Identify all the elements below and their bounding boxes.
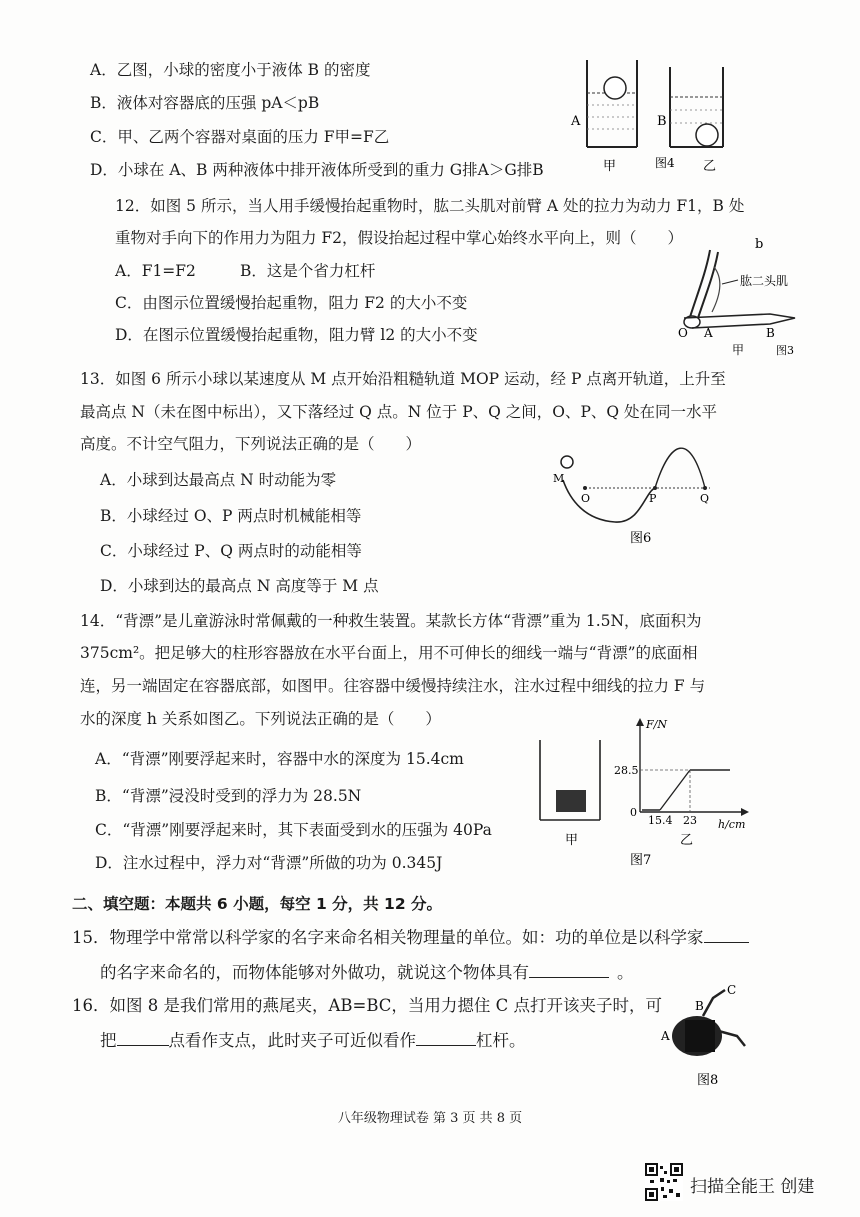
fig6-o: O xyxy=(581,492,591,505)
q15-line2 xyxy=(100,962,634,983)
fig7-y-tick: 28.5 xyxy=(614,764,639,777)
q16-blank-1[interactable] xyxy=(117,1030,169,1046)
figure-6-track xyxy=(545,430,735,550)
q11-option-a: A．乙图，小球的密度小于液体 B 的密度 xyxy=(90,61,371,79)
fig6-name: 图6 xyxy=(630,531,652,546)
q15-blank-2[interactable] xyxy=(529,962,609,978)
fig4-caption-yi: 乙 xyxy=(703,159,717,174)
q14-option-d: D．注水过程中，浮力对“背漂”所做的功为 0.345J xyxy=(95,854,443,872)
q12-option-a: A．F1=F2 xyxy=(115,262,196,280)
fig-arm-b-point: B xyxy=(766,326,775,340)
q12-stem-line2: 重物对手向下的作用力为阻力 F2，假设抬起过程中掌心始终水平向上，则（ ） xyxy=(115,229,684,247)
fig7-caption-jia: 甲 xyxy=(565,833,579,848)
q15-blank-1[interactable] xyxy=(704,927,749,943)
q12-option-c: C．由图示位置缓慢抬起重物，阻力 F2 的大小不变 xyxy=(115,294,468,312)
q16-line2 xyxy=(100,1030,526,1051)
q15-line1-text: 15．物理学中常常以科学家的名字来命名相关物理量的单位。如：功的单位是以科学家 xyxy=(72,928,704,947)
q16-blank-2[interactable] xyxy=(416,1030,476,1046)
q14-option-b: B．“背漂”浸没时受到的浮力为 28.5N xyxy=(95,787,362,805)
q13-option-d: D．小球到达的最高点 N 高度等于 M 点 xyxy=(100,577,379,595)
fig6-m: M xyxy=(553,472,565,485)
fig7-ylabel: F/N xyxy=(646,718,667,731)
q11-option-c: C．甲、乙两个容器对桌面的压力 F甲=F乙 xyxy=(90,128,390,146)
q14-option-c: C．“背漂”刚要浮起来时，其下表面受到水的压强为 40Pa xyxy=(95,821,492,839)
fig7-origin: 0 xyxy=(630,806,637,819)
q13-option-c: C．小球经过 P、Q 两点时的动能相等 xyxy=(100,542,362,560)
fig7-xlabel: h/cm xyxy=(718,818,746,831)
fig-arm-b: b xyxy=(755,237,764,252)
fig-arm-caption: 甲 xyxy=(732,343,745,357)
q12-option-b: B．这是个省力杠杆 xyxy=(240,262,376,280)
qr-code-icon xyxy=(645,1163,683,1201)
fig7-caption-yi: 乙 xyxy=(680,833,694,848)
q16-line2-c: 杠杆。 xyxy=(476,1031,526,1050)
page-footer: 八年级物理试卷 第 3 页 共 8 页 xyxy=(337,1111,523,1126)
q13-option-a: A．小球到达最高点 N 时动能为零 xyxy=(100,471,337,489)
q12-option-d: D．在图示位置缓慢抬起重物，阻力臂 l2 的大小不变 xyxy=(115,326,478,344)
q15-line2-text: 的名字来命名的，而物体能够对外做功，就说这个物体具有 xyxy=(100,963,529,982)
q16-line2-b: 点看作支点，此时夹子可近似看作 xyxy=(168,1031,416,1050)
q16-line2-a: 把 xyxy=(100,1031,117,1050)
fig7-x-tick-1: 15.4 xyxy=(648,814,673,827)
q16-line1: 16．如图 8 是我们常用的燕尾夹，AB=BC，当用力摁住 C 点打开该夹子时，可 xyxy=(72,996,663,1015)
fig-arm-muscle-label: 肱二头肌 xyxy=(740,274,789,288)
fig4-name: 图4 xyxy=(655,156,675,170)
fig4-caption-jia: 甲 xyxy=(603,159,617,174)
section-2-heading: 二、填空题：本题共 6 小题，每空 1 分，共 12 分。 xyxy=(72,895,443,913)
q11-option-d: D．小球在 A、B 两种液体中排开液体所受到的重力 G排A＞G排B xyxy=(90,161,544,179)
fig8-c: C xyxy=(727,983,737,997)
q13-option-b: B．小球经过 O、P 两点时机械能相等 xyxy=(100,507,362,525)
fig7-name: 图7 xyxy=(630,853,652,868)
q14-stem-line1: 14．“背漂”是儿童游泳时常佩戴的一种救生装置。某款长方体“背漂”重为 1.5N，底面积为 xyxy=(80,612,702,630)
q14-option-a: A．“背漂”刚要浮起来时，容器中水的深度为 15.4cm xyxy=(95,750,464,768)
fig8-b: B xyxy=(695,999,704,1013)
q14-stem-line2: 375cm²。把足够大的柱形容器放在水平台面上，用不可伸长的细线一端与“背漂”的底面相 xyxy=(80,644,698,662)
figure-7 xyxy=(530,712,760,872)
q12-stem-line1: 12．如图 5 所示，当人用手缓慢抬起重物时，肱二头肌对前臂 A 处的拉力为动力 F1，B 处 xyxy=(115,197,745,215)
q13-stem-line1: 13．如图 6 所示小球以某速度从 M 点开始沿粗糙轨道 MOP 运动，经 P 点离开轨道，上升至 xyxy=(80,370,726,388)
q15-line2-end: 。 xyxy=(617,963,634,982)
figure-4-containers xyxy=(565,55,780,185)
fig-arm-o: O xyxy=(678,326,688,340)
fig6-p: P xyxy=(649,492,657,505)
fig4-label-a: A xyxy=(571,114,581,129)
fig8-name: 图8 xyxy=(697,1073,719,1088)
q11-option-b: B．液体对容器底的压强 pA＜pB xyxy=(90,94,320,112)
q13-stem-line2: 最高点 N（未在图中标出），又下落经过 Q 点。N 位于 P、Q 之间，O、P、Q 处在同一水平 xyxy=(80,403,718,421)
q15-line1 xyxy=(72,927,749,948)
q14-stem-line4: 水的深度 h 关系如图乙。下列说法正确的是（ ） xyxy=(80,710,441,728)
fig7-x-tick-2: 23 xyxy=(683,814,697,827)
fig6-q: Q xyxy=(700,492,710,505)
fig4-label-b: B xyxy=(657,114,667,129)
figure-arm-lever xyxy=(670,232,805,362)
q14-stem-line3: 连，另一端固定在容器底部，如图甲。往容器中缓慢持续注水，注水过程中细线的拉力 F 与 xyxy=(80,677,706,695)
fig-arm-a: A xyxy=(704,326,713,340)
scanner-brand-text: 扫描全能王 创建 xyxy=(690,1177,815,1197)
fig8-a: A xyxy=(661,1029,670,1043)
figure-8-binder-clip xyxy=(655,980,765,1090)
fig-arm-name: 图3 xyxy=(776,344,794,357)
q13-stem-line3: 高度。不计空气阻力，下列说法正确的是（ ） xyxy=(80,435,422,453)
